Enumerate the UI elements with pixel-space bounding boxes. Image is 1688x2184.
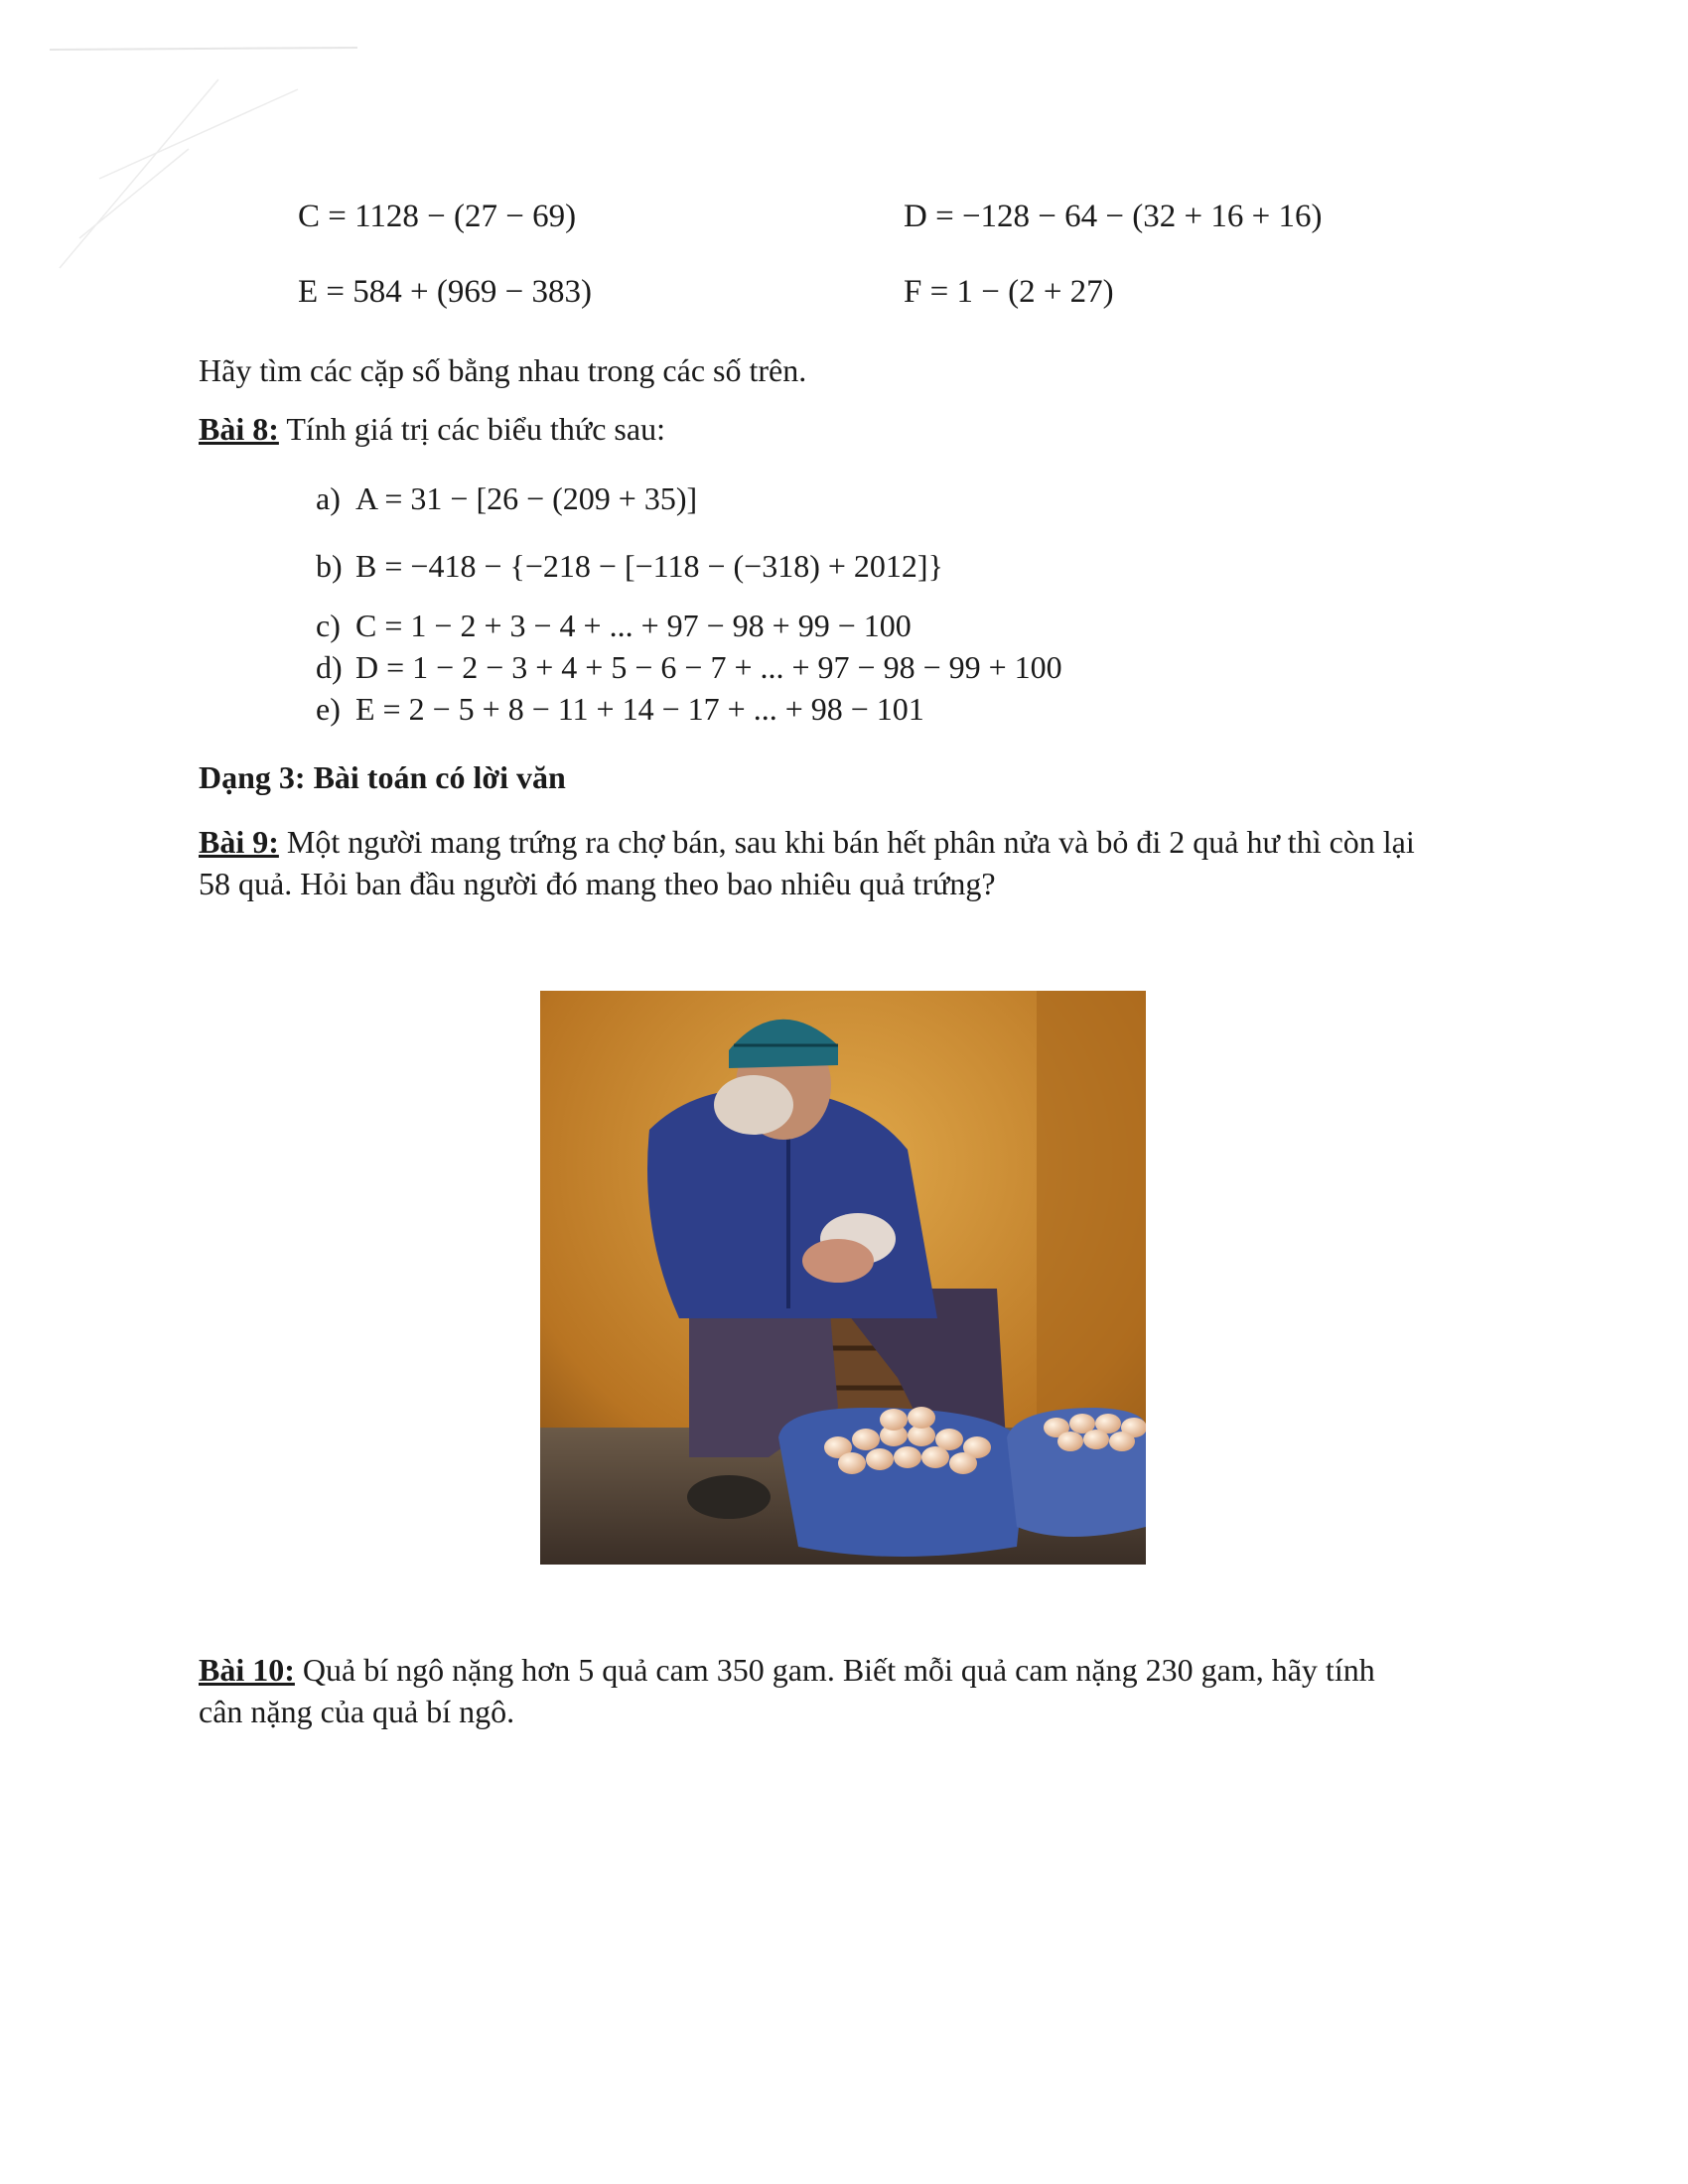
equation-d: D = −128 − 64 − (32 + 16 + 16) xyxy=(904,199,1323,234)
bai8-item-e xyxy=(316,691,924,728)
item-expression: A = 31 − [26 − (209 + 35)] xyxy=(355,480,698,516)
equation-e: E = 584 + (969 − 383) xyxy=(298,274,592,310)
item-expression: C = 1 − 2 + 3 − 4 + ... + 97 − 98 + 99 − 100 xyxy=(355,608,912,643)
bai10-label: Bài 10: xyxy=(199,1652,295,1688)
find-pairs-instruction: Hãy tìm các cặp số bằng nhau trong các số trên. xyxy=(199,352,807,388)
bai9-line1 xyxy=(199,824,1415,861)
corner-scribble-mark xyxy=(40,40,377,278)
dang3-heading: Dạng 3: Bài toán có lời văn xyxy=(199,759,566,795)
bai8-text: Tính giá trị các biểu thức sau: xyxy=(278,411,665,447)
item-label: b) xyxy=(316,548,343,584)
item-label: c) xyxy=(316,608,341,643)
bai9-line2: 58 quả. Hỏi ban đầu người đó mang theo bao nhiêu quả trứng? xyxy=(199,866,996,901)
bai10-line1 xyxy=(199,1652,1375,1689)
bai10-line2: cân nặng của quả bí ngô. xyxy=(199,1694,515,1729)
item-expression: B = −418 − {−218 − [−118 − (−318) + 2012]} xyxy=(355,548,943,584)
item-label: e) xyxy=(316,691,341,727)
equation-f: F = 1 − (2 + 27) xyxy=(904,274,1114,310)
bai8-label: Bài 8: xyxy=(199,411,279,447)
bai8-item-b xyxy=(316,548,943,585)
bai8-item-c xyxy=(316,608,912,644)
item-label: a) xyxy=(316,480,341,516)
item-label: d) xyxy=(316,649,343,685)
item-expression: E = 2 − 5 + 8 − 11 + 14 − 17 + ... + 98 − 101 xyxy=(355,691,924,727)
bai10-text: Quả bí ngô nặng hơn 5 quả cam 350 gam. Biết mỗi quả cam nặng 230 gam, hãy tính xyxy=(294,1652,1375,1688)
item-expression: D = 1 − 2 − 3 + 4 + 5 − 6 − 7 + ... + 97 − 98 − 99 + 100 xyxy=(355,649,1062,685)
bai9-text: Một người mang trứng ra chợ bán, sau khi bán hết phân nửa và bỏ đi 2 quả hư thì còn lại xyxy=(278,824,1415,860)
equation-c: C = 1128 − (27 − 69) xyxy=(298,199,577,234)
bai8-heading xyxy=(199,411,665,448)
bai9-label: Bài 9: xyxy=(199,824,279,860)
bai8-item-d xyxy=(316,649,1062,686)
egg-seller-photo xyxy=(540,991,1146,1565)
bai8-item-a xyxy=(316,480,697,517)
